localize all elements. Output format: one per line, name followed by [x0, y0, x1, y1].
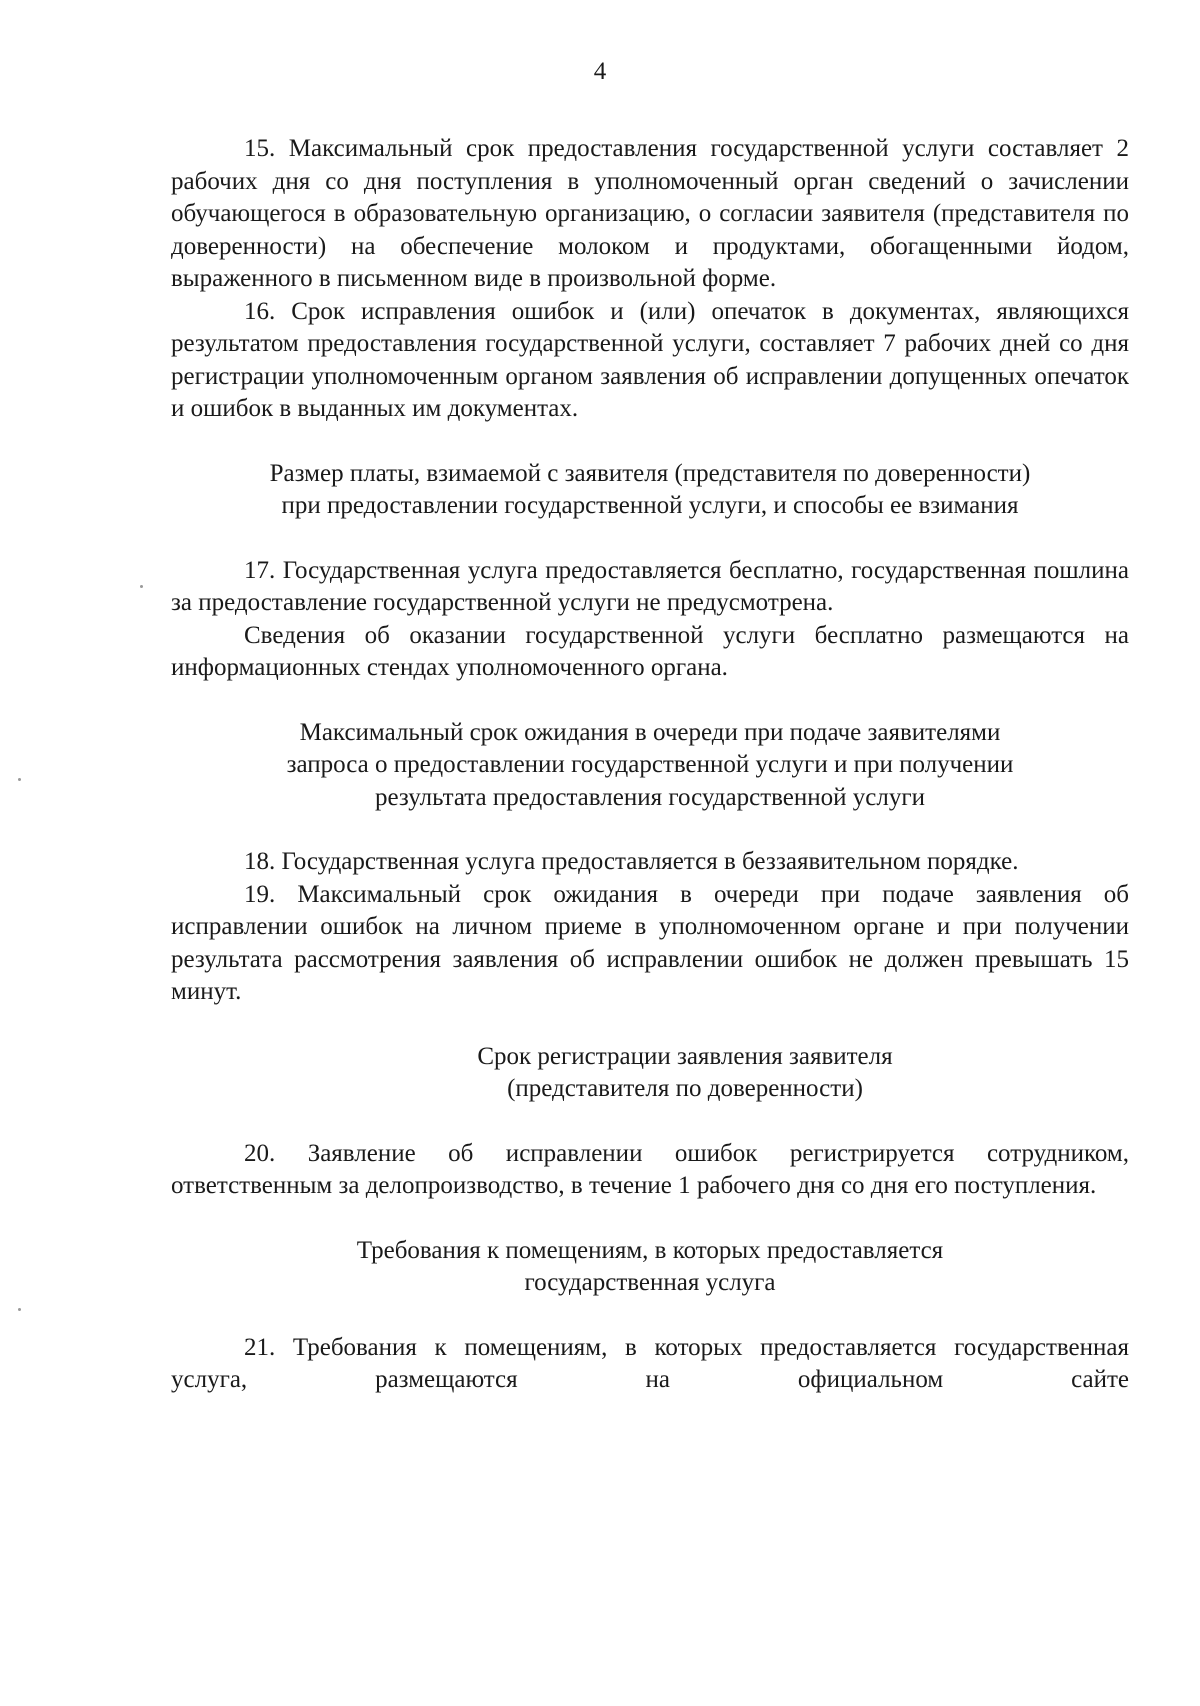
paragraph-18: 18. Государственная услуга предоставляется в беззаявительном порядке.: [244, 848, 1019, 875]
heading-line: Максимальный срок ожидания в очереди при подаче заявителями: [299, 718, 1001, 746]
section-heading-registration: [171, 1041, 1129, 1106]
heading-line: Требования к помещениям, в которых предоставляется: [356, 1236, 944, 1264]
section-heading-fee: [171, 458, 1129, 523]
paragraph-17-info: Сведения об оказании государственной услуги бесплатно размещаются на информационных стендах уполномоченного органа.: [171, 621, 1129, 681]
heading-line: государственная услуга: [524, 1269, 776, 1296]
scan-speck: [18, 778, 21, 781]
paragraph-19: 19. Максимальный срок ожидания в очереди при подаче заявления об исправлении ошибок на личном приеме в уполномоченном органе и при получении результата рассмотрения заявления об исправлении ошибок не должен превышать 15 минут.: [171, 880, 1129, 1005]
paragraph-15: 15. Максимальный срок предоставления государственной услуги составляет 2 рабочих дня со дня поступления в уполномоченный орган сведений о зачислении обучающегося в образовательную организацию, о согласии заявителя (представителя по доверенности) на обеспечение молоком и продуктами, обогащенными йодом, выраженного в письменном виде в произвольной форме.: [171, 135, 1129, 292]
section-heading-rooms: [171, 1235, 1129, 1300]
paragraph-16: 16. Срок исправления ошибок и (или) опечаток в документах, являющихся результатом предоставления государственной услуги, составляет 7 рабочих дней со дня регистрации уполномоченным органом заявления об исправлении допущенных опечаток и ошибок в выданных им документах.: [171, 297, 1129, 422]
heading-line: Срок регистрации заявления заявителя: [477, 1042, 893, 1070]
heading-line: Размер платы, взимаемой с заявителя (представителя по доверенности): [269, 459, 1031, 487]
document-body: [171, 133, 1129, 1397]
paragraph-21: 21. Требования к помещениям, в которых предоставляется государственная услуга, размещаются на официальном сайте: [171, 1333, 1129, 1393]
heading-line: запроса о предоставлении государственной услуги и при получении: [286, 751, 1014, 778]
heading-line: при предоставлении государственной услуги, и способы ее взимания: [281, 492, 1019, 519]
heading-line: результата предоставления государственной услуги: [375, 783, 925, 811]
scan-speck: [18, 1308, 21, 1311]
page-number: 4: [593, 58, 607, 85]
paragraph-17: 17. Государственная услуга предоставляется бесплатно, государственная пошлина за предоставление государственной услуги не предусмотрена.: [171, 556, 1129, 616]
heading-line: (представителя по доверенности): [507, 1075, 863, 1102]
section-heading-queue: [171, 717, 1129, 815]
scan-speck: [140, 585, 143, 588]
paragraph-20: 20. Заявление об исправлении ошибок регистрируется сотрудником, ответственным за делопроизводство, в течение 1 рабочего дня со дня его поступления.: [171, 1139, 1129, 1199]
